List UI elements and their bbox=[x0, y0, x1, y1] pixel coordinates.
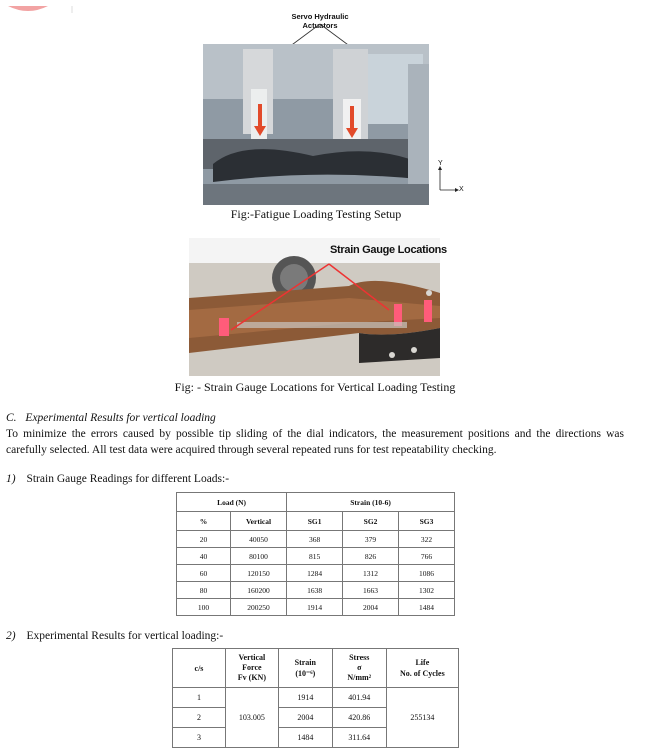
strain-header-line2: (10⁻⁶) bbox=[295, 669, 316, 678]
life-header-line1: Life bbox=[415, 658, 430, 667]
table-cell: 80 bbox=[177, 582, 231, 599]
table-row bbox=[177, 599, 455, 616]
sub2-heading bbox=[6, 630, 223, 642]
vertical-results-table bbox=[172, 648, 459, 748]
life-header-line2: No. of Cycles bbox=[400, 669, 445, 678]
table-cell: 1914 bbox=[287, 599, 343, 616]
table-cell: 420.86 bbox=[332, 708, 386, 728]
table-row bbox=[173, 688, 459, 708]
table-cell: 200250 bbox=[230, 599, 286, 616]
col-header-sg2: SG2 bbox=[343, 512, 399, 531]
strain-gauge-photo bbox=[189, 238, 440, 376]
table-cell: 379 bbox=[343, 531, 399, 548]
sub1-heading bbox=[6, 473, 229, 485]
table-cell: 1284 bbox=[287, 565, 343, 582]
section-letter: C. bbox=[6, 412, 17, 424]
col-header-sg3: SG3 bbox=[399, 512, 455, 531]
table-cell: 1484 bbox=[399, 599, 455, 616]
sub2-num: 2) bbox=[6, 630, 16, 642]
table-cell: 1638 bbox=[287, 582, 343, 599]
figure1-caption: Fig:-Fatigue Loading Testing Setup bbox=[230, 207, 402, 221]
force-header-line3: Fv (KN) bbox=[237, 673, 266, 682]
table-cell: 40 bbox=[177, 548, 231, 565]
table-cell: 1 bbox=[173, 688, 226, 708]
table-cell: 401.94 bbox=[332, 688, 386, 708]
force-header-line2: Force bbox=[242, 663, 262, 672]
test-rig-image bbox=[203, 44, 429, 205]
life-cell: 255134 bbox=[386, 688, 458, 748]
table-cell: 3 bbox=[173, 728, 226, 748]
table-cell: 2004 bbox=[343, 599, 399, 616]
table-cell: 311.64 bbox=[332, 728, 386, 748]
logo-arc-icon bbox=[0, 6, 75, 13]
col-header-percent: % bbox=[177, 512, 231, 531]
section-paragraph: To minimize the errors caused by possible tip sliding of the dial indicators, the measurement positions and the directions was carefully selected. All test data were acquired through several repeated runs for test repeatability checking. bbox=[6, 428, 624, 456]
stress-header-line2: σ bbox=[357, 663, 362, 672]
table-row bbox=[177, 565, 455, 582]
logo-fragment bbox=[0, 0, 75, 7]
section-heading bbox=[6, 412, 216, 424]
table-cell: 60 bbox=[177, 565, 231, 582]
fatigue-setup-photo bbox=[203, 44, 429, 205]
table-cell: 1914 bbox=[278, 688, 332, 708]
table-row bbox=[177, 548, 455, 565]
table-cell: 322 bbox=[399, 531, 455, 548]
table-cell: 20 bbox=[177, 531, 231, 548]
table-cell: 815 bbox=[287, 548, 343, 565]
table-cell: 1663 bbox=[343, 582, 399, 599]
table-row bbox=[177, 531, 455, 548]
stress-header-line1: Stress bbox=[349, 653, 370, 662]
col-header-sg1: SG1 bbox=[287, 512, 343, 531]
strain-gauge-image bbox=[189, 238, 440, 376]
strain-header-line1: Strain bbox=[294, 658, 316, 667]
col-header-stress bbox=[332, 649, 386, 688]
table-cell: 1302 bbox=[399, 582, 455, 599]
table-cell: 100 bbox=[177, 599, 231, 616]
figure2-label: Strain Gauge Locations bbox=[330, 244, 447, 256]
load-group-header: Load (N) bbox=[177, 493, 287, 512]
col-header-cs: c/s bbox=[173, 649, 226, 688]
table-cell: 368 bbox=[287, 531, 343, 548]
table-cell: 40050 bbox=[230, 531, 286, 548]
table-cell: 1484 bbox=[278, 728, 332, 748]
strain-gauge-table bbox=[176, 492, 455, 616]
table-cell: 766 bbox=[399, 548, 455, 565]
figure1-label: Servo Hydraulic Actuators bbox=[291, 12, 349, 30]
axis-x-label: X bbox=[459, 186, 464, 193]
table-cell: 826 bbox=[343, 548, 399, 565]
sub2-title: Experimental Results for vertical loading:- bbox=[26, 630, 224, 642]
table-cell: 80100 bbox=[230, 548, 286, 565]
force-cell: 103.005 bbox=[225, 688, 278, 748]
table-cell: 160200 bbox=[230, 582, 286, 599]
table-cell: 1312 bbox=[343, 565, 399, 582]
stress-header-line3: N/mm² bbox=[347, 673, 372, 682]
strain-group-header: Strain (10-6) bbox=[287, 493, 455, 512]
table-cell: 120150 bbox=[230, 565, 286, 582]
col-header-strain bbox=[278, 649, 332, 688]
axis-y-label: Y bbox=[438, 160, 443, 167]
table-row bbox=[177, 582, 455, 599]
table-cell: 1086 bbox=[399, 565, 455, 582]
sub1-num: 1) bbox=[6, 473, 16, 485]
force-header-line1: Vertical bbox=[238, 653, 266, 662]
section-title: Experimental Results for vertical loading bbox=[25, 412, 216, 424]
sub1-title: Strain Gauge Readings for different Loads:- bbox=[26, 473, 230, 485]
col-header-vertical: Vertical bbox=[230, 512, 286, 531]
table-cell: 2004 bbox=[278, 708, 332, 728]
col-header-force bbox=[225, 649, 278, 688]
table-cell: 2 bbox=[173, 708, 226, 728]
figure2-caption: Fig: - Strain Gauge Locations for Vertical Loading Testing bbox=[174, 380, 456, 394]
col-header-life bbox=[386, 649, 458, 688]
